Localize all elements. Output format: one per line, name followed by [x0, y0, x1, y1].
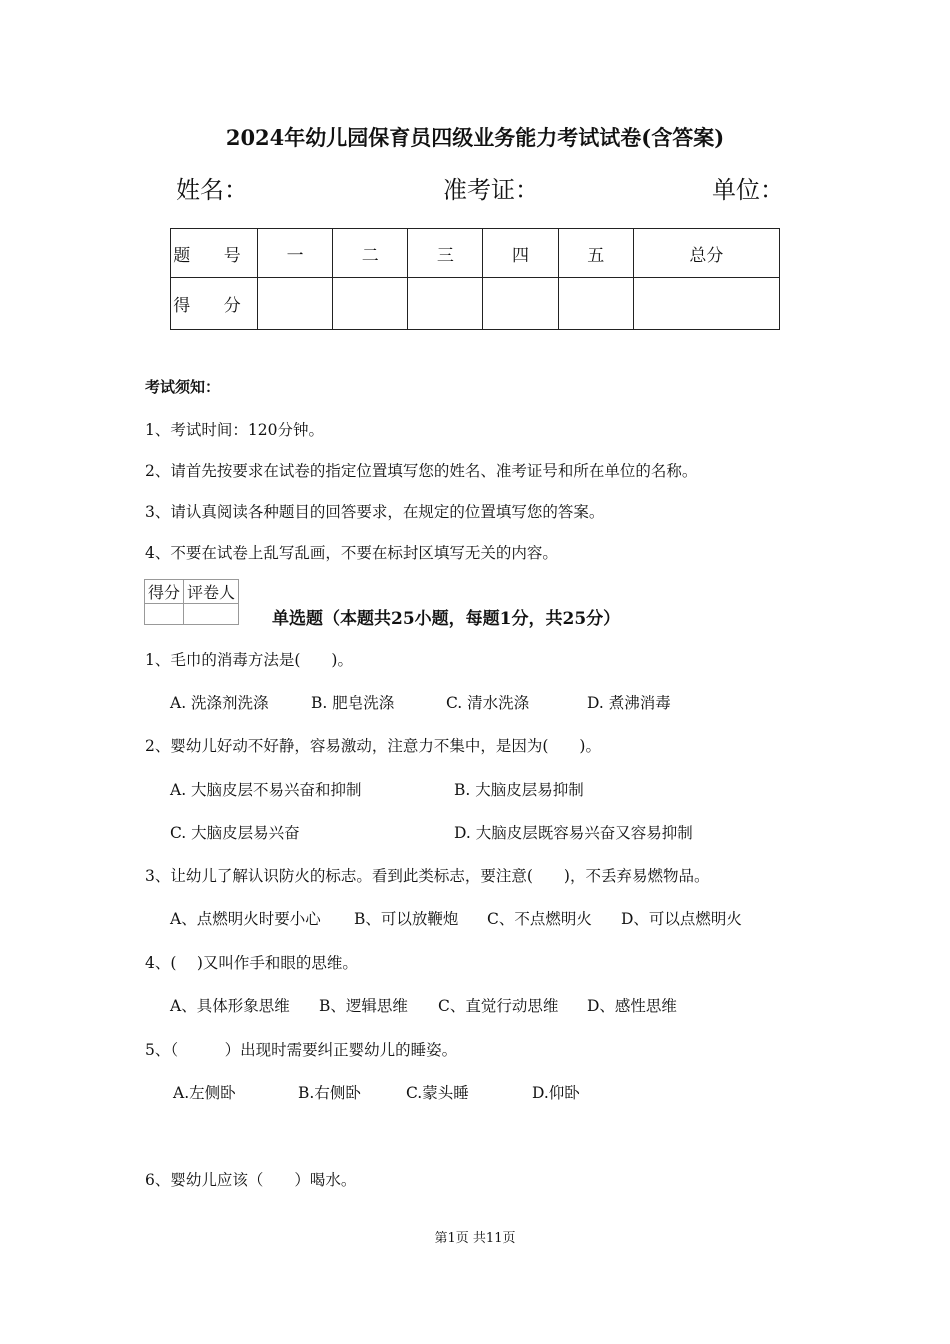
- section-2-header: 二: [333, 229, 408, 278]
- question-1: 1、毛巾的消毒方法是( )。: [145, 651, 353, 669]
- section-3-header: 三: [408, 229, 483, 278]
- q4-option-a: A、具体形象思维: [170, 997, 290, 1015]
- notice-item: 4、不要在试卷上乱写乱画，不要在标封区填写无关的内容。: [145, 544, 558, 562]
- score-table: [170, 228, 780, 330]
- section-4-header: 四: [483, 229, 558, 278]
- total-header: 总分: [633, 229, 779, 278]
- question-3: 3、让幼儿了解认识防火的标志。看到此类标志，要注意( )，不丢弃易燃物品。: [145, 867, 710, 885]
- question-4: 4、( )又叫作手和眼的思维。: [145, 954, 358, 972]
- q1-option-b: B. 肥皂洗涤: [311, 694, 395, 712]
- question-6: 6、婴幼儿应该（ ）喝水。: [145, 1171, 357, 1189]
- page-title: 2024年幼儿园保育员四级业务能力考试试卷(含答案): [225, 125, 725, 150]
- q3-option-b: B、可以放鞭炮: [354, 910, 459, 928]
- grader-name-cell[interactable]: [184, 604, 239, 625]
- q1-option-c: C. 清水洗涤: [446, 694, 530, 712]
- score-table-score-row: [171, 278, 780, 330]
- notice-item: 2、请首先按要求在试卷的指定位置填写您的姓名、准考证号和所在单位的名称。: [145, 462, 698, 480]
- q2-option-c: C. 大脑皮层易兴奋: [170, 824, 300, 842]
- score-cell-total[interactable]: [633, 278, 779, 330]
- section-1-header: 一: [258, 229, 333, 278]
- q5-option-c: C.蒙头睡: [406, 1084, 469, 1102]
- question-2: 2、婴幼儿好动不好静，容易激动，注意力不集中，是因为( )。: [145, 737, 601, 755]
- q2-option-b: B. 大脑皮层易抑制: [454, 781, 584, 799]
- page-footer: 第1页 共11页: [434, 1231, 516, 1246]
- q3-option-a: A、点燃明火时要小心: [170, 910, 321, 928]
- q5-option-b: B.右侧卧: [298, 1084, 361, 1102]
- q4-option-b: B、逻辑思维: [319, 997, 408, 1015]
- question-5: 5、（ ）出现时需要纠正婴幼儿的睡姿。: [145, 1041, 458, 1059]
- score-cell-1[interactable]: [258, 278, 333, 330]
- notice-item: 1、考试时间：120分钟。: [145, 421, 324, 439]
- score-cell-3[interactable]: [408, 278, 483, 330]
- q5-option-d: D.仰卧: [532, 1084, 580, 1102]
- q3-option-c: C、不点燃明火: [487, 910, 592, 928]
- name-field-label: 姓名：: [176, 176, 248, 204]
- q5-option-a: A.左侧卧: [173, 1084, 236, 1102]
- question-number-label: 题 号: [171, 229, 258, 278]
- q4-option-c: C、直觉行动思维: [438, 997, 559, 1015]
- score-cell-4[interactable]: [483, 278, 558, 330]
- q1-option-d: D. 煮沸消毒: [587, 694, 671, 712]
- grader-score-cell[interactable]: [145, 604, 184, 625]
- exam-id-field-label: 准考证：: [443, 176, 539, 204]
- score-label: 得 分: [171, 278, 258, 330]
- q4-option-d: D、感性思维: [587, 997, 677, 1015]
- score-table-header-row: [171, 229, 780, 278]
- grader-score-label: 得分: [145, 580, 184, 604]
- score-cell-5[interactable]: [558, 278, 633, 330]
- notice-item: 3、请认真阅读各种题目的回答要求，在规定的位置填写您的答案。: [145, 503, 605, 521]
- q2-option-d: D. 大脑皮层既容易兴奋又容易抑制: [454, 824, 693, 842]
- notice-heading: 考试须知：: [145, 378, 221, 396]
- q2-option-a: A. 大脑皮层不易兴奋和抑制: [170, 781, 362, 799]
- grader-box: [144, 579, 239, 625]
- score-cell-2[interactable]: [333, 278, 408, 330]
- section-5-header: 五: [558, 229, 633, 278]
- q1-option-a: A. 洗涤剂洗涤: [170, 694, 269, 712]
- unit-field-label: 单位：: [712, 176, 784, 204]
- section-heading: 单选题（本题共25小题，每题1分，共25分）: [272, 609, 621, 629]
- grader-name-label: 评卷人: [184, 580, 239, 604]
- q3-option-d: D、可以点燃明火: [621, 910, 742, 928]
